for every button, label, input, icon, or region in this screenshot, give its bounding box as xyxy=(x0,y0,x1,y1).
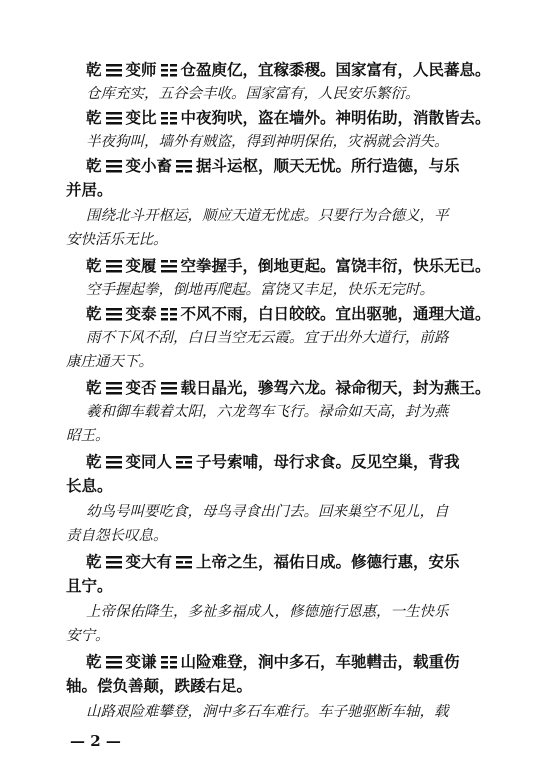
hexagram-tongren-icon xyxy=(176,456,192,469)
hexagram-xiaoxu-icon xyxy=(176,160,192,173)
verse-line-continued: 长息。 xyxy=(66,476,113,495)
hexagram-tai-icon xyxy=(161,308,177,321)
translation-line: 上帝保佑降生，多祉多福成人，修德施行恩惠，一生快乐 xyxy=(86,604,449,620)
translation-line: 幼鸟号叫要吃食，母鸟寻食出门去。回来巢空不见儿，自 xyxy=(86,504,449,520)
translation-line: 山路艰险难攀登，涧中多石车难行。车子驰驱断车轴，载 xyxy=(86,704,449,720)
qian-trigram-icon xyxy=(106,112,122,125)
hexagram-dayou-icon xyxy=(176,556,192,569)
translation-line: 仓库充实，五谷会丰收。国家富有，人民安乐繁衍。 xyxy=(86,86,420,102)
verse-line: 乾 变同人 子号索哺，母行求食。反见空巢，背我 xyxy=(86,452,460,471)
verse-line-continued: 轴。偿负善颠，跌踒右足。 xyxy=(66,676,253,695)
verse-line: 乾 变履 空拳握手，倒地更起。富饶丰衍，快乐无已。 xyxy=(86,256,491,275)
verse-line: 乾 变否 载日晶光，骖驾六龙。禄命彻天，封为燕王。 xyxy=(86,378,491,397)
hexagram-qian-humility-icon xyxy=(161,656,177,669)
translation-line-continued: 责自怨长叹息。 xyxy=(66,528,168,544)
verse-line: 乾 变小畜 据斗运枢，顺天无忧。所行造德，与乐 xyxy=(86,156,460,175)
translation-line: 围绕北斗开枢运，顺应天道无忧虑。只要行为合德义，平 xyxy=(86,208,449,224)
verse-line: 乾 变泰 不风不雨，白日皎皎。宜出驱驰，通理大道。 xyxy=(86,304,491,323)
hexagram-bi-icon xyxy=(161,112,177,125)
verse-line-continued: 并居。 xyxy=(66,180,113,199)
qian-trigram-icon xyxy=(106,556,122,569)
hexagram-pi-icon xyxy=(161,382,177,395)
verse-line-continued: 且宁。 xyxy=(66,576,113,595)
verse-line: 乾 变大有 上帝之生，福佑日成。修德行惠，安乐 xyxy=(86,552,460,571)
hexagram-lu-icon xyxy=(161,260,177,273)
qian-trigram-icon xyxy=(106,64,122,77)
translation-line-continued: 昭王。 xyxy=(66,428,110,444)
translation-line: 羲和御车载着太阳，六龙驾车飞行。禄命如天高，封为燕 xyxy=(86,404,449,420)
qian-trigram-icon xyxy=(106,160,122,173)
qian-trigram-icon xyxy=(106,260,122,273)
translation-line-continued: 安快活乐无比。 xyxy=(66,232,168,248)
translation-line-continued: 安宁。 xyxy=(66,628,110,644)
translation-line: 半夜狗叫，墙外有贼盗，得到神明保佑，灾祸就会消失。 xyxy=(86,134,449,150)
verse-line: 乾 变师 仓盈庾亿，宜稼黍稷。国家富有，人民蕃息。 xyxy=(86,60,491,79)
translation-line: 空手握起拳，倒地再爬起。富饶又丰足，快乐无完时。 xyxy=(86,282,434,298)
verse-line: 乾 变比 中夜狗吠，盗在墙外。神明佑助，消散皆去。 xyxy=(86,108,491,127)
qian-trigram-icon xyxy=(106,382,122,395)
translation-line-continued: 康庄通天下。 xyxy=(66,354,153,370)
qian-trigram-icon xyxy=(106,656,122,669)
translation-line: 雨不下风不刮，白日当空无云霞。宜于出外大道行，前路 xyxy=(86,330,449,346)
qian-trigram-icon xyxy=(106,308,122,321)
verse-line: 乾 变谦 山险难登，涧中多石，车驰轊击，载重伤 xyxy=(86,652,460,671)
qian-trigram-icon xyxy=(106,456,122,469)
page-number: — 2 — xyxy=(70,732,121,750)
hexagram-shi-icon xyxy=(161,64,177,77)
